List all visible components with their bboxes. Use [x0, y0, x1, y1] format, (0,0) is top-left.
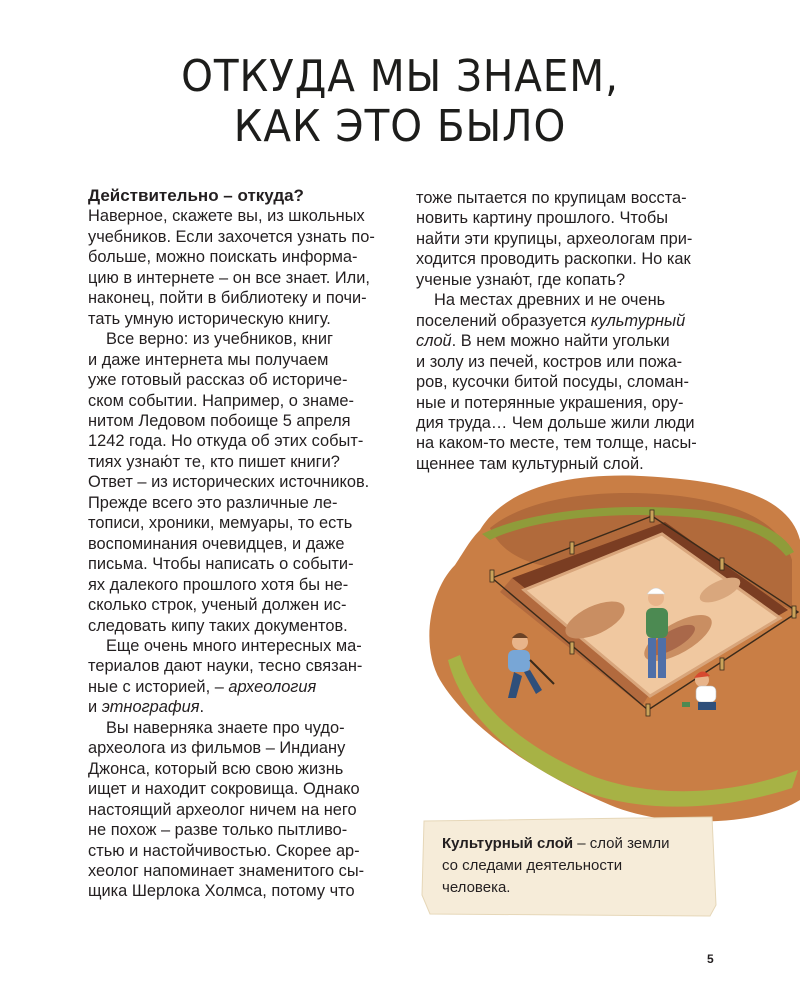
text-line: Джонса, который всю свою жизнь — [88, 759, 344, 778]
term-cultural-layer-2: слой — [416, 332, 452, 351]
text-line: нитом Ледовом побоище 5 апреля — [88, 411, 351, 430]
text-line: больше, можно поискать информа- — [88, 248, 358, 267]
text-line: и золу из печей, костров или пожа- — [416, 352, 683, 371]
text-line: щика Шерлока Холмса, потому что — [88, 882, 355, 901]
text-line: Наверное, скажете вы, из школьных — [88, 207, 365, 226]
text-line: новить картину прошлого. Чтобы — [416, 209, 668, 228]
text-fragment: – слой земли — [573, 835, 670, 852]
text-line: На местах древних и не очень — [434, 291, 666, 310]
text-line: ском событии. Например, о знаме- — [88, 391, 354, 410]
text-line: сколько строк, ученый должен ис- — [88, 596, 347, 615]
text-line: териалов дают науки, тесно связан- — [88, 657, 363, 676]
text-line: тоже пытается по крупицам восста- — [416, 189, 687, 207]
text-fragment: поселений образуется — [416, 311, 587, 330]
text-line: следовать кипу таких документов. — [88, 616, 348, 635]
text-line: воспоминания очевидцев, и даже — [88, 534, 345, 553]
text-line: тиях узнаю́т те, кто пишет книги? — [88, 452, 340, 471]
text-line: Прежде всего это различные ле- — [88, 493, 338, 512]
page-title-line-1: ОТКУДА МЫ ЗНАЕМ, — [181, 51, 619, 102]
text-line — [88, 697, 388, 717]
text-line: письма. Чтобы написать о событи- — [88, 555, 354, 574]
left-column — [88, 186, 388, 902]
text-line: археолога из фильмов – Индиану — [88, 739, 346, 758]
text-fragment: и — [88, 698, 98, 717]
text-line: Ответ – из исторических источников. — [88, 473, 370, 492]
text-fragment: ные с историей, – — [88, 677, 224, 696]
text-line: ров, кусочки битой посуды, сломан- — [416, 373, 689, 392]
text-line: человека. — [442, 879, 511, 896]
text-line: учебников. Если захочется узнать по- — [88, 227, 375, 246]
page-number: 5 — [707, 952, 714, 966]
text-line: тать умную историческую книгу. — [88, 309, 331, 328]
text-line: Вы наверняка знаете про чудо- — [106, 718, 345, 737]
text-line: Все верно: из учебников, книг — [106, 330, 333, 349]
term-ethnography: этнография — [101, 698, 200, 717]
text-line: и даже интернета мы получаем — [88, 350, 329, 369]
text-line: 1242 года. Но откуда об этих событ- — [88, 432, 364, 451]
text-line: уже готовый рассказ об историче- — [88, 371, 348, 390]
text-line: дия труда… Чем дольше жили люди — [416, 413, 695, 432]
text-line: ные и потерянные украшения, ору- — [416, 393, 684, 412]
page-title-line-2: КАК ЭТО БЫЛО — [233, 101, 567, 152]
text-line: на каком-то месте, тем толще, насы- — [416, 434, 697, 453]
text-line: наконец, пойти в библиотеку и почи- — [88, 289, 367, 308]
definition-note — [420, 815, 720, 918]
text-line: ученые узнаю́т, где копать? — [416, 270, 626, 289]
section-heading: Действительно – откуда? — [88, 186, 304, 205]
text-fragment: . В нем можно найти угольки — [451, 332, 670, 351]
text-line: со следами деятельности — [442, 857, 623, 874]
text-line: стью и настойчивостью. Скорее ар- — [88, 841, 360, 860]
text-line: найти эти крупицы, археологам при- — [416, 229, 693, 248]
text-line: ищет и находит сокровища. Однако — [88, 780, 360, 799]
text-line: щеннее там культурный слой. — [416, 454, 644, 473]
text-line: ях далекого прошлого хотя бы не- — [88, 575, 349, 594]
text-line: не похож – разве только пытливо- — [88, 821, 348, 840]
text-line: тописи, хроники, мемуары, то есть — [88, 514, 353, 533]
excavation-illustration — [420, 470, 800, 830]
text-line — [88, 677, 388, 697]
right-column — [416, 188, 726, 474]
text-line: настоящий археолог ничем на него — [88, 800, 357, 819]
text-line: ходится проводить раскопки. Но как — [416, 250, 691, 269]
text-line — [442, 833, 670, 855]
note-term: Культурный слой — [442, 835, 574, 852]
text-line — [416, 331, 726, 351]
text-line: хеолог напоминает знаменитого сы- — [88, 861, 365, 880]
definition-note-text — [442, 833, 670, 899]
text-line: цию в интернете – он все знает. Или, — [88, 268, 370, 287]
text-line: Еще очень много интересных ма- — [106, 636, 362, 655]
term-cultural-layer: культурный — [590, 311, 686, 330]
text-fragment: . — [199, 698, 205, 717]
term-archaeology: археология — [228, 677, 317, 696]
text-line — [416, 311, 726, 331]
